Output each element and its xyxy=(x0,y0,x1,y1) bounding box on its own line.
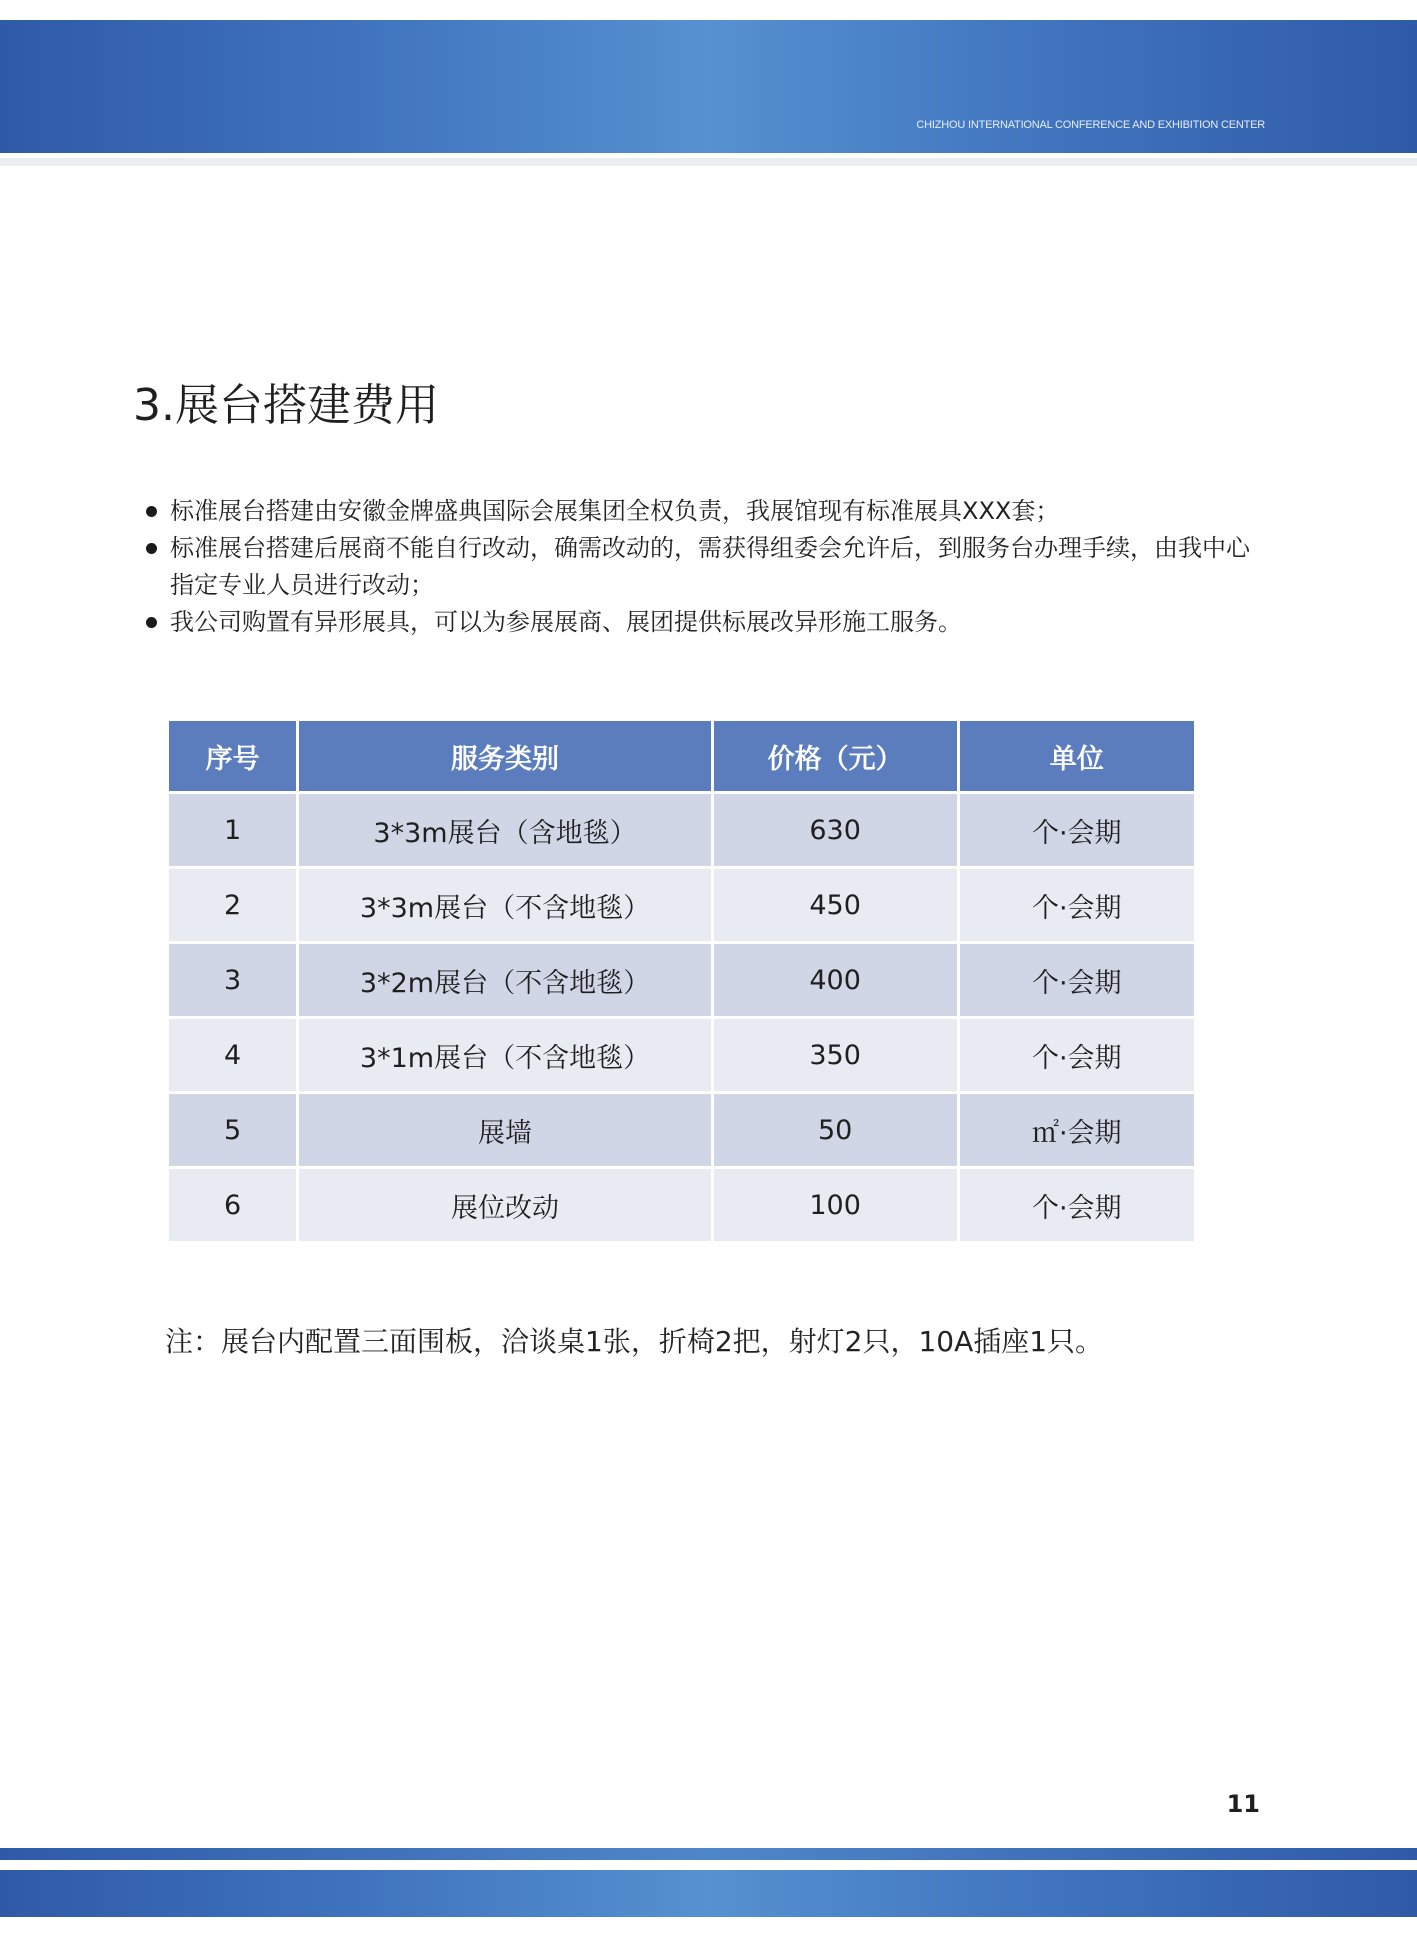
section-title: 3.展台搭建费用 xyxy=(133,380,439,431)
footer-band xyxy=(0,1870,1417,1917)
table-row xyxy=(169,869,1194,941)
cell-unit: ㎡·会期 xyxy=(960,1094,1194,1166)
cell-price: 100 xyxy=(714,1169,957,1241)
footer-stripe xyxy=(0,1848,1417,1860)
table-row xyxy=(169,944,1194,1016)
table-row xyxy=(169,1169,1194,1241)
cell-service: 3*2m展台（不含地毯） xyxy=(299,944,710,1016)
cell-price: 400 xyxy=(714,944,957,1016)
table-row xyxy=(169,1094,1194,1166)
cell-index: 3 xyxy=(169,944,296,1016)
cell-price: 350 xyxy=(714,1019,957,1091)
cell-unit: 个·会期 xyxy=(960,1169,1194,1241)
cell-unit: 个·会期 xyxy=(960,794,1194,866)
column-header-service: 服务类别 xyxy=(299,721,710,791)
cell-service: 3*1m展台（不含地毯） xyxy=(299,1019,710,1091)
cell-index: 4 xyxy=(169,1019,296,1091)
bullet-dot-icon xyxy=(146,506,157,517)
header-subtitle: CHIZHOU INTERNATIONAL CONFERENCE AND EXHIBITION CENTER xyxy=(916,119,1265,131)
cell-index: 5 xyxy=(169,1094,296,1166)
cell-index: 2 xyxy=(169,869,296,941)
cell-unit: 个·会期 xyxy=(960,869,1194,941)
bullet-item xyxy=(170,493,1260,530)
cell-service: 3*3m展台（含地毯） xyxy=(299,794,710,866)
table-row xyxy=(169,1019,1194,1091)
bullet-text: 我公司购置有异形展具，可以为参展展商、展团提供标展改异形施工服务。 xyxy=(170,608,962,636)
cell-unit: 个·会期 xyxy=(960,944,1194,1016)
table-note: 注：展台内配置三面围板，洽谈桌1张，折椅2把，射灯2只，10A插座1只。 xyxy=(165,1325,1104,1358)
header-divider xyxy=(0,158,1417,166)
cell-price: 630 xyxy=(714,794,957,866)
bullet-list xyxy=(170,493,1260,641)
cell-service: 展墙 xyxy=(299,1094,710,1166)
cell-unit: 个·会期 xyxy=(960,1019,1194,1091)
bullet-dot-icon xyxy=(146,617,157,628)
cell-price: 450 xyxy=(714,869,957,941)
cell-price: 50 xyxy=(714,1094,957,1166)
header-band xyxy=(0,20,1417,153)
cell-service: 3*3m展台（不含地毯） xyxy=(299,869,710,941)
column-header-index: 序号 xyxy=(169,721,296,791)
cell-index: 1 xyxy=(169,794,296,866)
bullet-dot-icon xyxy=(146,543,157,554)
cell-index: 6 xyxy=(169,1169,296,1241)
footer-gap xyxy=(0,1860,1417,1870)
bullet-item xyxy=(170,604,1260,641)
page-number: 11 xyxy=(1226,1790,1260,1818)
table-header-row xyxy=(169,721,1194,791)
fee-table xyxy=(166,718,1197,1244)
table-row xyxy=(169,794,1194,866)
bullet-item xyxy=(170,530,1260,604)
cell-service: 展位改动 xyxy=(299,1169,710,1241)
column-header-unit: 单位 xyxy=(960,721,1194,791)
bullet-text: 标准展台搭建由安徽金牌盛典国际会展集团全权负责，我展馆现有标准展具XXX套； xyxy=(170,497,1060,525)
column-header-price: 价格（元） xyxy=(714,721,957,791)
bullet-text: 标准展台搭建后展商不能自行改动，确需改动的，需获得组委会允许后，到服务台办理手续，由我中心指定专业人员进行改动； xyxy=(170,534,1250,599)
